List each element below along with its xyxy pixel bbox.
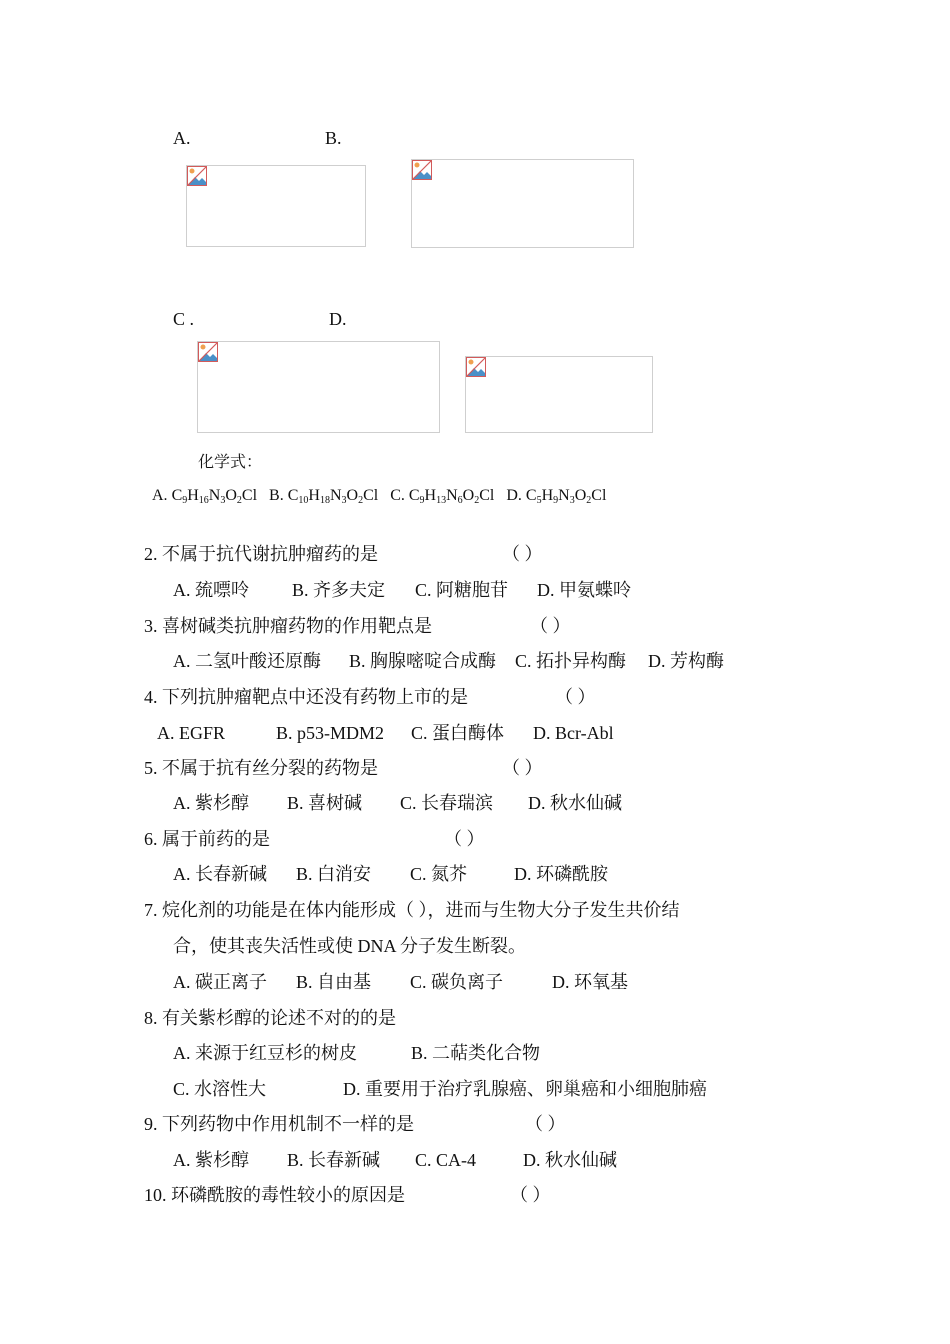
question-7-option-c: C. 碳负离子	[410, 972, 504, 992]
element-symbol: Cl	[363, 487, 379, 504]
question-4-option-c: C. 蛋白酶体	[411, 723, 505, 743]
question-2-option-d: D. 甲氨蝶呤	[537, 580, 631, 600]
element-count: 9	[182, 495, 188, 506]
question-6-bracket: （ ）	[444, 829, 485, 849]
question-8-option-d: D. 重要用于治疗乳腺癌、卵巢癌和小细胞肺癌	[343, 1079, 707, 1099]
question-8-option-c: C. 水溶性大	[173, 1079, 267, 1099]
question-8-option-b: B. 二萜类化合物	[411, 1043, 541, 1063]
element-count: 6	[457, 495, 463, 506]
element-count: 18	[319, 495, 330, 506]
question-3-option-c: C. 拓扑异构酶	[515, 651, 627, 671]
formula-a-prefix: A.	[152, 487, 168, 504]
element-count: 3	[341, 495, 347, 506]
question-9-bracket: （ ）	[525, 1114, 566, 1134]
question-10-stem: 10. 环磷酰胺的毒性较小的原因是	[144, 1185, 405, 1205]
question-9-option-b: B. 长春新碱	[287, 1150, 381, 1170]
formula-b	[288, 487, 378, 504]
question-3-option-d: D. 芳构酶	[648, 651, 724, 671]
element-count: 2	[358, 495, 364, 506]
formula-a	[172, 487, 257, 504]
element-symbol: H	[541, 487, 554, 504]
element-symbol: C	[287, 487, 299, 504]
question-2-option-b: B. 齐多夫定	[292, 580, 386, 600]
element-count: 9	[419, 495, 425, 506]
option-a-label: A.	[173, 128, 191, 148]
element-symbol: Cl	[479, 487, 495, 504]
question-4-stem: 4. 下列抗肿瘤靶点中还没有药物上市的是	[144, 687, 468, 707]
formula-c-prefix: C.	[390, 487, 405, 504]
question-8-stem: 8. 有关紫杉醇的论述不对的的是	[144, 1008, 396, 1028]
element-count: 2	[236, 495, 242, 506]
question-3-option-b: B. 胸腺嘧啶合成酶	[349, 651, 497, 671]
element-symbol: H	[424, 487, 437, 504]
question-2-stem: 2. 不属于抗代谢抗肿瘤药的是	[144, 544, 378, 564]
element-symbol: O	[346, 487, 359, 504]
question-3-stem: 3. 喜树碱类抗肿瘤药物的作用靶点是	[144, 616, 432, 636]
structure-image-b	[411, 159, 634, 248]
element-count: 3	[569, 495, 575, 506]
element-count: 13	[436, 495, 447, 506]
question-6-option-b: B. 白消安	[296, 864, 372, 884]
formula-d-prefix: D.	[506, 487, 522, 504]
broken-image-icon	[187, 166, 207, 186]
question-9-option-a: A. 紫杉醇	[173, 1150, 249, 1170]
broken-image-icon	[466, 357, 486, 377]
formula-b-prefix: B.	[269, 487, 284, 504]
question-5-option-a: A. 紫杉醇	[173, 793, 249, 813]
element-symbol: N	[446, 487, 458, 504]
element-count: 16	[198, 495, 209, 506]
element-symbol: C	[408, 487, 420, 504]
structure-image-d	[465, 356, 653, 433]
element-symbol: N	[329, 487, 342, 504]
element-symbol: H	[187, 487, 199, 504]
question-6-option-c: C. 氮芥	[410, 864, 468, 884]
element-count: 10	[298, 495, 309, 506]
element-symbol: C	[171, 487, 183, 504]
question-9-option-c: C. CA-4	[415, 1150, 477, 1170]
question-5-option-d: D. 秋水仙碱	[528, 793, 622, 813]
structure-image-c	[197, 341, 440, 433]
question-4-option-d: D. Bcr-Abl	[533, 723, 614, 743]
option-d-label: D.	[329, 309, 347, 329]
element-symbol: H	[308, 487, 320, 504]
question-2-option-c: C. 阿糖胞苷	[415, 580, 509, 600]
question-7-stem: 7. 烷化剂的功能是在体内能形成（ ），进而与生物大分子发生共价结	[144, 900, 680, 920]
question-4-option-b: B. p53-MDM2	[276, 723, 385, 743]
element-symbol: Cl	[241, 487, 258, 504]
option-b-label: B.	[325, 128, 342, 148]
question-2-option-a: A. 巯嘌呤	[173, 580, 249, 600]
element-symbol: O	[462, 487, 475, 504]
question-5-bracket: （ ）	[502, 758, 543, 778]
question-9-option-d: D. 秋水仙碱	[523, 1150, 617, 1170]
question-7-option-a: A. 碳正离子	[173, 972, 267, 992]
formula-c	[409, 487, 494, 504]
question-3-option-a: A. 二氢叶酸还原酶	[173, 651, 321, 671]
question-2-bracket: （ ）	[502, 544, 543, 564]
broken-image-icon	[198, 342, 218, 362]
question-10-bracket: （ ）	[510, 1185, 551, 1205]
question-5-stem: 5. 不属于抗有丝分裂的药物是	[144, 758, 378, 778]
element-symbol: C	[525, 487, 537, 504]
element-symbol: O	[574, 487, 587, 504]
question-4-bracket: （ ）	[555, 687, 596, 707]
element-symbol: O	[225, 487, 237, 504]
structure-image-a	[186, 165, 366, 247]
question-6-option-a: A. 长春新碱	[173, 864, 267, 884]
element-count: 2	[586, 495, 592, 506]
element-count: 3	[220, 495, 226, 506]
element-count: 2	[474, 495, 480, 506]
question-7-stem-continued: 合，使其丧失活性或使 DNA 分子发生断裂。	[173, 936, 527, 956]
question-7-option-d: D. 环氧基	[552, 972, 628, 992]
broken-image-icon	[412, 160, 432, 180]
question-4-option-a: A. EGFR	[157, 723, 226, 743]
question-7-option-b: B. 自由基	[296, 972, 372, 992]
question-8-option-a: A. 来源于红豆杉的树皮	[173, 1043, 357, 1063]
formula-label: 化学式：	[198, 454, 263, 471]
question-5-option-b: B. 喜树碱	[287, 793, 363, 813]
element-symbol: N	[558, 487, 570, 504]
element-count: 5	[536, 495, 542, 506]
formula-options	[152, 488, 606, 504]
element-count: 9	[553, 495, 559, 506]
question-5-option-c: C. 长春瑞滨	[400, 793, 494, 813]
element-symbol: N	[208, 487, 221, 504]
question-3-bracket: （ ）	[530, 616, 571, 636]
option-c-label: C .	[173, 309, 195, 329]
formula-d	[526, 487, 606, 504]
question-6-stem: 6. 属于前药的是	[144, 829, 270, 849]
question-9-stem: 9. 下列药物中作用机制不一样的是	[144, 1114, 414, 1134]
question-6-option-d: D. 环磷酰胺	[514, 864, 608, 884]
element-symbol: Cl	[591, 487, 607, 504]
